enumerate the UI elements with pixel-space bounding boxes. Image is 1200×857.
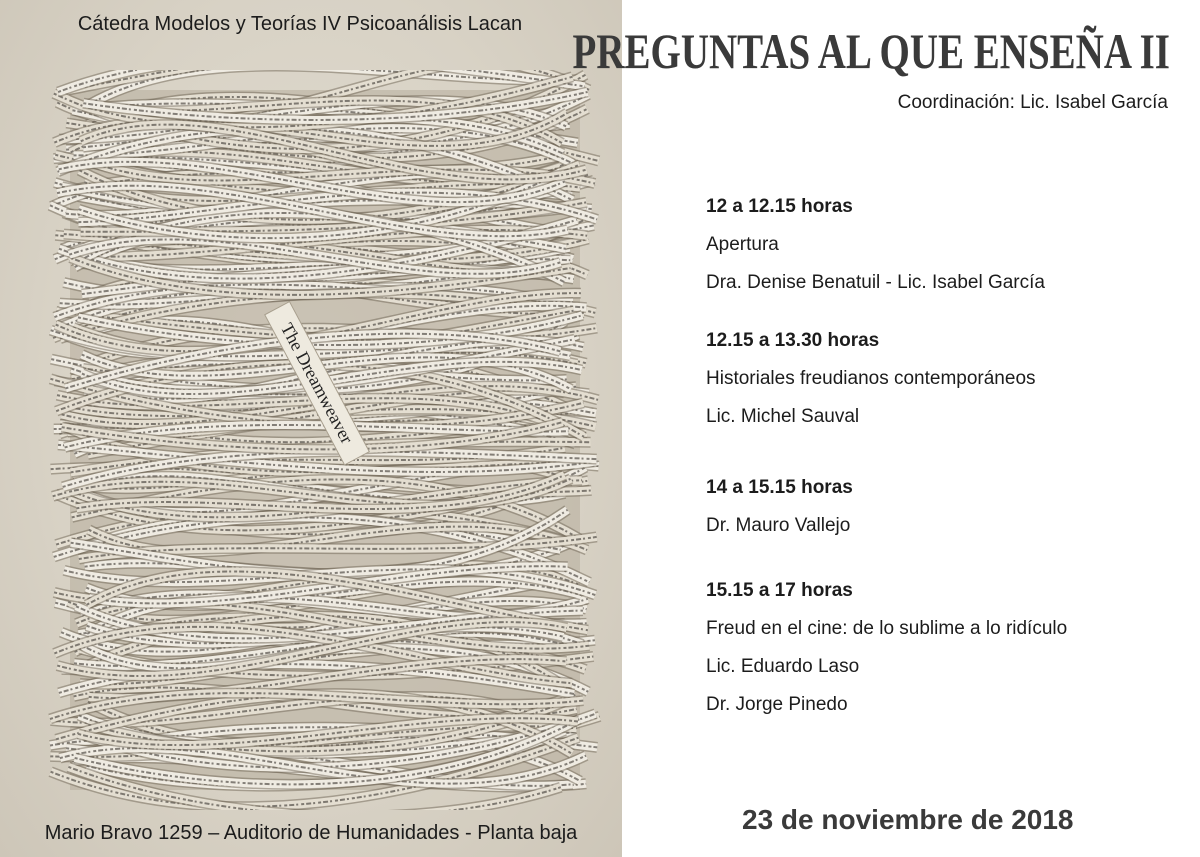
venue-address: Mario Bravo 1259 – Auditorio de Humanidades - Planta baja <box>44 822 578 844</box>
session-line: Freud en el cine: de lo sublime a lo ridículo <box>706 618 1068 639</box>
coordination-credit: Coordinación: Lic. Isabel García <box>897 92 1168 113</box>
session-line: Apertura <box>706 234 779 255</box>
schedule-block <box>706 188 1045 302</box>
time-slot: 12.15 a 13.30 horas <box>706 330 880 351</box>
schedule-block <box>706 572 1067 724</box>
session-line: Lic. Eduardo Laso <box>706 656 860 677</box>
session-line: Dra. Denise Benatuil - Lic. Isabel García <box>706 272 1045 293</box>
cathedra-heading: Cátedra Modelos y Teorías IV Psicoanálisis Lacan <box>77 13 523 35</box>
paper-strips-sculpture-image <box>40 70 610 810</box>
session-line: Historiales freudianos contemporáneos <box>706 368 1036 389</box>
svg-text:The Dreamweaver: The Dreamweaver <box>276 319 358 447</box>
session-line: Lic. Michel Sauval <box>706 406 860 427</box>
schedule-block <box>706 469 853 545</box>
event-title: PREGUNTAS AL QUE ENSEÑA II <box>572 23 1170 79</box>
session-line: Dr. Jorge Pinedo <box>706 694 848 715</box>
time-slot: 12 a 12.15 horas <box>706 196 853 217</box>
time-slot: 15.15 a 17 horas <box>706 580 853 601</box>
event-date: 23 de noviembre de 2018 <box>742 804 1074 835</box>
schedule-block <box>706 322 1036 436</box>
time-slot: 14 a 15.15 horas <box>706 477 853 498</box>
session-line: Dr. Mauro Vallejo <box>706 515 851 536</box>
